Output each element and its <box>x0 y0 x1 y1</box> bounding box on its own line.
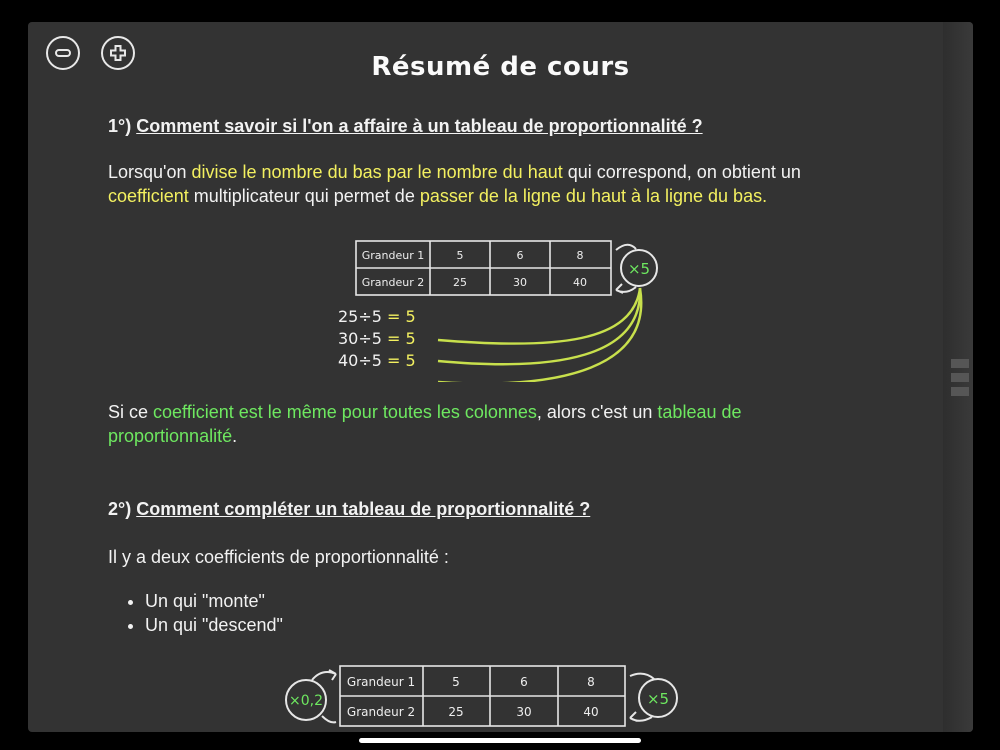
section1-conclusion <box>108 400 808 448</box>
table-illustration-2 <box>278 658 688 732</box>
connector-lines <box>438 288 641 382</box>
division-item <box>338 350 416 372</box>
table-cell: 30 <box>516 705 532 719</box>
section2-title: Comment compléter un tableau de proportionnalité ? <box>136 499 591 519</box>
table-cell: 5 <box>452 675 460 689</box>
arrow-icon <box>322 716 336 722</box>
table-cell: 8 <box>576 249 584 262</box>
table-cell: Grandeur 1 <box>346 675 416 689</box>
table-cell: 5 <box>456 249 464 262</box>
division-item <box>338 306 416 328</box>
table-cell: 40 <box>573 276 587 289</box>
section2-number: 2°) <box>108 499 137 519</box>
scroll-gutter[interactable] <box>943 22 973 732</box>
table-cell: Grandeur 2 <box>361 276 425 289</box>
scroll-handle[interactable] <box>951 359 969 368</box>
home-indicator[interactable] <box>359 738 641 743</box>
bullet-list <box>108 589 908 637</box>
coefficient-down-label: ×5 <box>646 690 670 708</box>
section2-intro: Il y a deux coefficients de proportionnalité : <box>108 547 449 567</box>
section1-number: 1°) <box>108 116 137 136</box>
division-expr: 25÷5 <box>338 307 382 326</box>
text-run: , alors c'est un <box>536 402 658 422</box>
text-run: Lorsqu'on <box>108 162 192 182</box>
table-cell: 8 <box>587 675 595 689</box>
list-item: • Un qui "monte" <box>145 589 908 613</box>
page-title: Résumé de cours <box>371 52 630 82</box>
division-result: = 5 <box>387 351 416 370</box>
section1-title: Comment savoir si l'on a affaire à un tableau de proportionnalité ? <box>136 116 703 136</box>
text-run: multiplicateur qui permet de <box>188 186 420 206</box>
division-expr: 40÷5 <box>338 351 382 370</box>
list-item: • Un qui "descend" <box>145 613 908 637</box>
highlight-run: tableau de proportionnalité <box>108 402 742 446</box>
highlight-run: coefficient est le même pour toutes les colonnes <box>153 402 537 422</box>
table-cell: 6 <box>516 249 524 262</box>
divisions-list <box>338 306 416 372</box>
division-item <box>338 328 416 350</box>
arrow-icon <box>630 674 654 679</box>
text-run: . <box>232 426 238 446</box>
table-cell: 30 <box>513 276 527 289</box>
division-result: = 5 <box>387 307 416 326</box>
lesson-page <box>28 22 973 732</box>
highlight-run: divise le nombre du bas par le nombre du haut <box>191 162 563 182</box>
table-cell: 25 <box>448 705 464 719</box>
text-run: qui correspond, on obtient un <box>562 162 801 182</box>
scroll-handle[interactable] <box>951 373 969 382</box>
highlight-run: coefficient <box>108 186 189 206</box>
section1-paragraph <box>108 160 878 208</box>
table-cell: Grandeur 2 <box>346 705 416 719</box>
coefficient-up-label: ×0,2 <box>289 693 323 709</box>
arrow-icon <box>312 670 336 680</box>
scroll-handle[interactable] <box>951 387 969 396</box>
table-cell: 40 <box>583 705 599 719</box>
coefficient-label: ×5 <box>627 260 651 278</box>
arrow-icon <box>616 245 636 250</box>
division-result: = 5 <box>387 329 416 348</box>
section2-heading <box>108 497 908 521</box>
arrow-icon <box>630 712 652 721</box>
table-cell: 6 <box>520 675 528 689</box>
table-cell: 25 <box>453 276 467 289</box>
section1-heading <box>108 114 908 138</box>
text-run: Si ce <box>108 402 154 422</box>
table-cell: Grandeur 1 <box>361 249 425 262</box>
division-expr: 30÷5 <box>338 329 382 348</box>
highlight-run: passer de la ligne du haut à la ligne du bas. <box>419 186 768 206</box>
